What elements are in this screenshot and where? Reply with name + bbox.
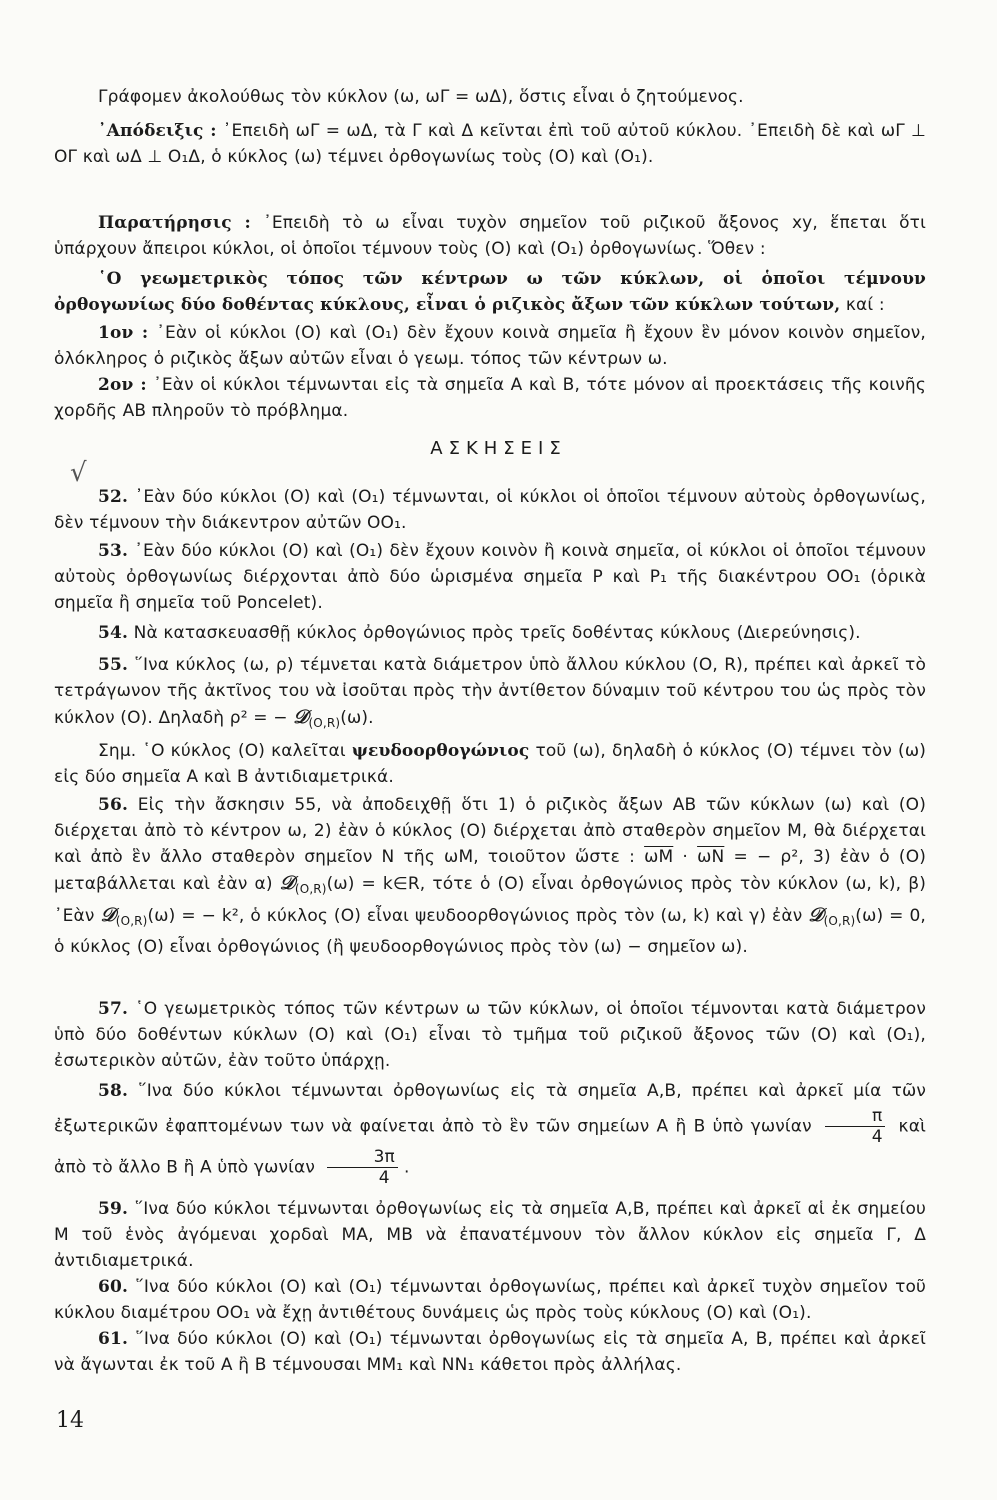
paragraph-proof	[54, 118, 926, 170]
exercise-57	[54, 996, 926, 1074]
power-subscript: (Ο,R)	[294, 882, 327, 896]
exercise-61-number: 61.	[98, 1329, 129, 1349]
case-1-text: ᾿Εὰν οἱ κύκλοι (Ο) καὶ (Ο₁) δὲν ἔχουν κοινὰ σημεῖα ἢ ἔχουν ἓν μόνον κοινὸν σημεῖον, ὁλόκληρος ὁ ριζικὸς ἄξων αὐτῶν εἶναι ὁ γεωμ. τόπος τῶν κέντρων ω.	[54, 323, 926, 369]
vector-omega-m: $\overline{\omega M}$	[644, 847, 674, 867]
paragraph-locus	[54, 266, 926, 318]
exercise-56-text-1: Εἰς τὴν ἄσκησιν 55, νὰ ἀποδειχθῇ ὅτι 1) ὁ ριζικὸς ἄξων ΑΒ τῶν κύκλων (ω) καὶ (Ο) διέρχεται ἀπὸ τὸ κέντρον ω, 2) ἐὰν ὁ κύκλος (Ο) διέρχεται ἀπὸ σταθερὸν σημεῖον Μ, θὰ διέρχεται καὶ ἀπὸ ἓν ἄλλο σταθερὸν σημεῖον Ν τῆς ωΜ, τοιοῦτον ὥστε :	[54, 795, 926, 867]
conclusion-text: Γράφομεν ἀκολούθως τὸν κύκλον (ω, ωΓ = ωΔ), ὅστις εἶναι ὁ ζητούμενος.	[98, 87, 744, 107]
exercise-54	[54, 620, 926, 646]
section-heading: ΑΣΚΗΣΕΙΣ	[430, 438, 567, 459]
exercise-59-text: ῞Ινα δύο κύκλοι τέμνωνται ὀρθογωνίως εἰς τὰ σημεῖα Α,Β, πρέπει καὶ ἀρκεῖ αἱ ἐκ σημείου Μ τοῦ ἑνὸς ἀγόμεναι χορδαὶ ΜΑ, ΜΒ νὰ ἐπανατέμνουν τὸν ἄλλον κύκλον εἰς σημεῖα Γ, Δ ἀντιδιαμετρικά.	[54, 1199, 926, 1271]
case-1-label: 1ον :	[98, 323, 149, 343]
paragraph-remark	[54, 210, 926, 262]
dot-operator: ·	[682, 847, 688, 867]
exercise-53	[54, 538, 926, 616]
exercise-56-number: 56.	[98, 795, 129, 815]
exercise-58-end: .	[403, 1157, 410, 1178]
exercise-54-text: Νὰ κατασκευασθῇ κύκλος ὀρθογώνιος πρὸς τρεῖς δοθέντας κύκλους (Διερεύνησις).	[133, 623, 861, 643]
paragraph-case-1	[54, 320, 926, 372]
exercise-55-note	[54, 738, 926, 790]
power-subscript: (Ο,R)	[823, 914, 856, 928]
exercise-57-text: ῾Ο γεωμετρικὸς τόπος τῶν κέντρων ω τῶν κύκλων, οἱ ὁποῖοι τέμνονται κατὰ διάμετρον ὑπὸ δύο δοθέντων κύκλων (Ο) καὶ (Ο₁) εἶναι τὸ τμῆμα τοῦ ριζικοῦ ἄξονος τῶν (Ο) καὶ (Ο₁), ἐσωτερικὸν αὐτῶν, ἐὰν τοῦτο ὑπάρχῃ.	[54, 999, 926, 1071]
fraction-pi-over-4	[825, 1106, 885, 1147]
exercise-52	[54, 484, 926, 536]
exercise-58-middle: καὶ ἀπὸ τὸ ἄλλο Β ἢ Α ὑπὸ γωνίαν	[54, 1116, 926, 1178]
power-subscript: (Ο,R)	[115, 914, 148, 928]
exercise-53-number: 53.	[98, 541, 129, 561]
exercise-60-number: 60.	[98, 1277, 129, 1297]
fraction-3pi-over-4	[327, 1147, 398, 1188]
fraction-denominator: 4	[378, 1168, 390, 1188]
power-symbol: 𝒟	[808, 904, 824, 926]
vector-omega-n: $\overline{\omega N}$	[697, 847, 725, 867]
fraction-denominator: 4	[871, 1127, 883, 1147]
exercise-57-number: 57.	[98, 999, 129, 1019]
paragraph-conclusion	[54, 84, 926, 110]
power-symbol: 𝒟	[279, 872, 295, 894]
paragraph-case-2	[54, 372, 926, 424]
proof-text: ᾿Επειδὴ ωΓ = ωΔ, τὰ Γ καὶ Δ κεῖνται ἐπὶ τοῦ αὐτοῦ κύκλου. ᾿Επειδὴ δὲ καὶ ωΓ ⊥ ΟΓ καὶ ωΔ ⊥ Ο₁Δ, ὁ κύκλος (ω) τέμνει ὀρθογωνίως τοὺς (Ο) καὶ (Ο₁).	[54, 121, 926, 167]
exercise-61	[54, 1326, 926, 1378]
exercise-58	[54, 1076, 926, 1188]
exercise-56-text-5: (ω) = 0, ὁ κύκλος (Ο) εἶναι ὀρθογώνιος (ἢ ψευδοορθογώνιος πρὸς τὸν (ω) − σημεῖον ω).	[54, 906, 926, 957]
exercise-56	[54, 792, 926, 960]
exercise-58-text: ῞Ινα δύο κύκλοι τέμνωνται ὀρθογωνίως εἰς τὰ σημεῖα Α,Β, πρέπει καὶ ἀρκεῖ μία τῶν ἐξωτερικῶν ἐφαπτομένων των νὰ φαίνεται ἀπὸ τὸ ἓν τῶν σημείων Α ἢ Β ὑπὸ γωνίαν	[54, 1081, 926, 1137]
page-number: 14	[56, 1408, 84, 1433]
exercise-60-text: ῞Ινα δύο κύκλοι (Ο) καὶ (Ο₁) τέμνωνται ὀρθογωνίως, πρέπει καὶ ἀρκεῖ τυχὸν σημεῖον τοῦ κύκλου διαμέτρου ΟΟ₁ νὰ ἔχῃ ἀντιθέτους δυνάμεις ὡς πρὸς τοὺς κύκλους (Ο) καὶ (Ο₁).	[54, 1277, 926, 1323]
note-prefix: Σημ. ῾Ο κύκλος (Ο) καλεῖται	[98, 741, 346, 761]
fraction-numerator: 3π	[327, 1147, 398, 1168]
handwritten-tick-mark: √	[70, 458, 87, 488]
exercise-55-number: 55.	[98, 655, 129, 675]
power-subscript: (Ο,R)	[308, 716, 341, 730]
exercise-56-text-4: (ω) = − k², ὁ κύκλος (Ο) εἶναι ψευδοορθογώνιος πρὸς τὸν (ω, k) καὶ γ) ἐὰν	[147, 906, 803, 926]
note-suffix: τοῦ (ω), δηλαδὴ ὁ κύκλος (Ο) τέμνει τὸν (ω) εἰς δύο σημεῖα Α καὶ Β ἀντιδιαμετρικά.	[54, 741, 927, 787]
exercise-59-number: 59.	[98, 1199, 129, 1219]
exercise-53-text: ᾿Εὰν δύο κύκλοι (Ο) καὶ (Ο₁) δὲν ἔχουν κοινὸν ἢ κοινὰ σημεῖα, οἱ κύκλοι οἱ ὁποῖοι τέμνουν αὐτοὺς ὀρθογωνίως διέρχονται ἀπὸ δύο ὡρισμένα σημεῖα Ρ καὶ Ρ₁ τῆς διακέντρου ΟΟ₁ (ὁρικὰ σημεῖα ἢ σημεῖα τοῦ Poncelet).	[54, 541, 926, 613]
power-symbol: 𝒟	[100, 904, 116, 926]
case-2-label: 2ον :	[98, 375, 147, 395]
exercise-54-number: 54.	[98, 623, 129, 643]
remark-label: Παρατήρησις :	[98, 213, 251, 233]
exercise-60	[54, 1274, 926, 1326]
exercise-56-text-2: = − ρ², 3) ἐὰν ὁ (Ο) μεταβάλλεται καὶ ἐὰν α)	[54, 847, 927, 894]
exercise-55-text: ῞Ινα κύκλος (ω, ρ) τέμνεται κατὰ διάμετρον ὑπὸ ἄλλου κύκλου (Ο, R), πρέπει καὶ ἀρκεῖ τὸ τετράγωνον τῆς ἀκτῖνος του νὰ ἰσοῦται πρὸς τὴν ἀντίθετον δύναμιν τοῦ κέντρου του ὡς πρὸς τὸν κύκλον (Ο). Δηλαδὴ ρ² = −	[54, 655, 926, 728]
fraction-numerator: π	[825, 1106, 885, 1127]
exercise-59	[54, 1196, 926, 1274]
proof-label: ᾿Απόδειξις :	[98, 121, 217, 141]
exercise-52-number: 52.	[98, 487, 129, 507]
exercise-55-tail: (ω).	[340, 708, 374, 728]
exercise-58-number: 58.	[98, 1081, 129, 1101]
exercise-52-text: ᾿Εὰν δύο κύκλοι (Ο) καὶ (Ο₁) τέμνωνται, οἱ κύκλοι οἱ ὁποῖοι τέμνουν αὐτοὺς ὀρθογωνίως, δὲν τέμνουν τὴν διάκεντρον αὐτῶν ΟΟ₁.	[54, 487, 926, 533]
locus-statement: ῾Ο γεωμετρικὸς τόπος τῶν κέντρων ω τῶν κύκλων, οἱ ὁποῖοι τέμνουν ὀρθογωνίως δύο δοθέντας κύκλους, εἶναι ὁ ριζικὸς ἄξων τῶν κύκλων τούτων,	[54, 269, 926, 315]
note-term: ψευδοορθογώνιος	[351, 741, 530, 761]
exercise-61-text: ῞Ινα δύο κύκλοι (Ο) καὶ (Ο₁) τέμνωνται ὀρθογωνίως εἰς τὰ σημεῖα Α, Β, πρέπει καὶ ἀρκεῖ νὰ ἄγωνται ἐκ τοῦ Α ἢ Β τέμνουσαι ΜΜ₁ καὶ ΝΝ₁ κάθετοι πρὸς ἀλλήλας.	[54, 1329, 926, 1375]
exercise-56-text-3: (ω) = k∈R, τότε ὁ (Ο) εἶναι ὀρθογώνιος πρὸς τὸν κύκλον (ω, k), β) ᾿Εὰν	[54, 874, 926, 926]
exercise-55	[54, 652, 926, 736]
locus-tail: καί :	[845, 295, 885, 315]
remark-text: ᾿Επειδὴ τὸ ω εἶναι τυχὸν σημεῖον τοῦ ριζικοῦ ἄξονος xy, ἕπεται ὅτι ὑπάρχουν ἄπειροι κύκλοι, οἱ ὁποῖοι τέμνουν τοὺς (Ο) καὶ (Ο₁) ὀρθογωνίως. Ὅθεν :	[54, 213, 926, 259]
power-symbol: 𝒟	[293, 706, 309, 728]
case-2-text: ᾿Εὰν οἱ κύκλοι τέμνωνται εἰς τὰ σημεῖα Α καὶ Β, τότε μόνον αἱ προεκτάσεις τῆς κοινῆς χορδῆς ΑΒ πληροῦν τὸ πρόβλημα.	[54, 375, 926, 421]
